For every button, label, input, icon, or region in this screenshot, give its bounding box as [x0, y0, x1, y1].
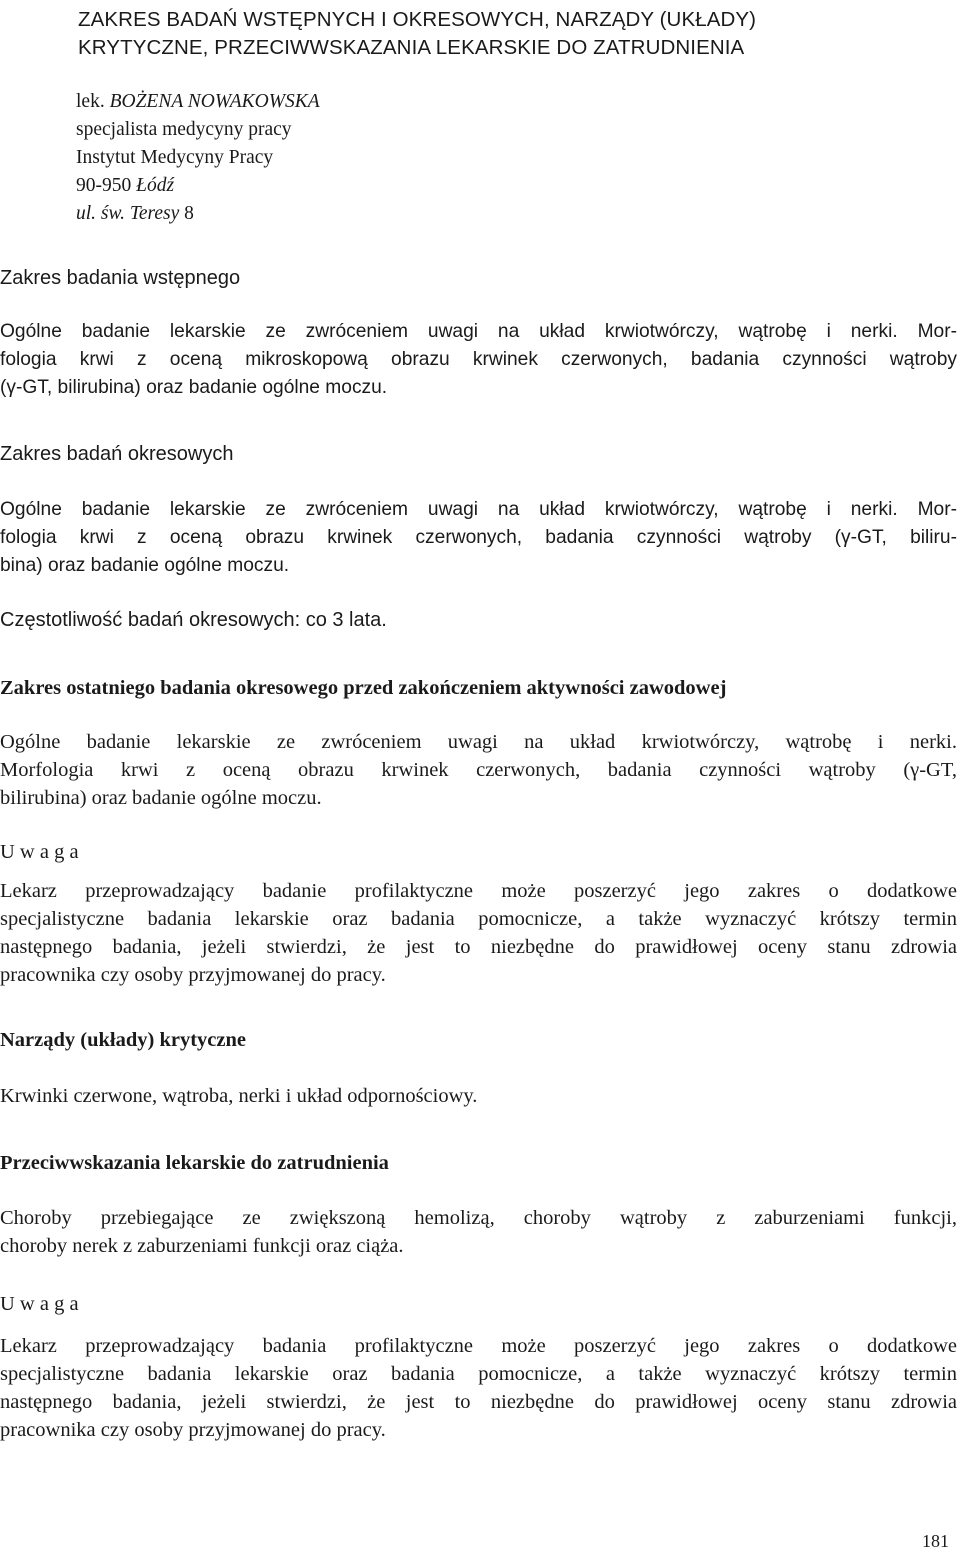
paragraph-line: Lekarz przeprowadzający badanie profilaktyczne może poszerzyć jego zakres o dodatkowe: [0, 880, 957, 902]
author-city: Łódź: [136, 175, 175, 196]
note-body: [0, 877, 957, 989]
section-heading-okresowe: Zakres badań okresowych: [0, 443, 234, 465]
title-line: ZAKRES BADAŃ WSTĘPNYCH I OKRESOWYCH, NARZĄDY (UKŁADY): [78, 8, 757, 31]
section-heading-wstepne: Zakres badania wstępnego: [0, 267, 241, 289]
author-prefix: lek.: [76, 91, 110, 112]
paragraph-line: bilirubina) oraz badanie ogólne moczu.: [0, 787, 322, 809]
note-label: U w a g a: [0, 1293, 79, 1315]
author-role: specjalista medycyny pracy: [76, 119, 292, 140]
paragraph-line: Choroby przebiegające ze zwiększoną hemolizą, choroby wątroby z zaburzeniami funkcji,: [0, 1207, 957, 1229]
note-label: U w a g a: [0, 841, 79, 863]
author-street-number: 8: [179, 203, 194, 224]
paragraph-line: specjalistyczne badania lekarskie oraz badania pomocnicze, a także wyznaczyć krótszy termin: [0, 1363, 957, 1385]
author-street: ul. św. Teresy: [76, 203, 180, 224]
author-block: [76, 88, 320, 228]
paragraph-line: następnego badania, jeżeli stwierdzi, że jest to niezbędne do prawidłowej oceny stanu zdrowia: [0, 936, 957, 958]
section-body-okresowe: [0, 496, 957, 580]
paragraph-line: Ogólne badanie lekarskie ze zwróceniem uwagi na układ krwiotwórczy, wątrobę i nerki. Mor-: [0, 499, 957, 520]
section-heading-ostatnie: Zakres ostatniego badania okresowego przed zakończeniem aktywności zawodowej: [0, 677, 727, 699]
paragraph-line: pracownika czy osoby przyjmowanej do pracy.: [0, 964, 386, 986]
author-name-line: [76, 88, 320, 116]
paragraph-line: następnego badania, jeżeli stwierdzi, że jest to niezbędne do prawidłowej oceny stanu zdrowia: [0, 1391, 957, 1413]
document-title: [78, 6, 958, 62]
author-street-line: [76, 200, 320, 228]
section-body-przeciwwskazania: [0, 1204, 957, 1260]
title-line: KRYTYCZNE, PRZECIWWSKAZANIA LEKARSKIE DO ZATRUDNIENIA: [78, 36, 745, 59]
paragraph-line: fologia krwi z oceną obrazu krwinek czerwonych, badania czynności wątroby (γ-GT, biliru-: [0, 527, 957, 548]
paragraph-line: pracownika czy osoby przyjmowanej do pracy.: [0, 1419, 386, 1441]
author-postal-code: 90-950: [76, 175, 137, 196]
author-name: BOŻENA NOWAKOWSKA: [109, 91, 320, 112]
section-heading-narzady: Narządy (układy) krytyczne: [0, 1029, 246, 1051]
note-body: [0, 1332, 957, 1444]
section-body-narzady: Krwinki czerwone, wątroba, nerki i układ odpornościowy.: [0, 1085, 478, 1107]
paragraph-line: specjalistyczne badania lekarskie oraz badania pomocnicze, a także wyznaczyć krótszy termin: [0, 908, 957, 930]
section-body-ostatnie: [0, 728, 957, 812]
paragraph-line: (γ-GT, bilirubina) oraz badanie ogólne moczu.: [0, 377, 388, 398]
section-heading-przeciwwskazania: Przeciwwskazania lekarskie do zatrudnienia: [0, 1152, 389, 1174]
paragraph-line: Ogólne badanie lekarskie ze zwróceniem uwagi na układ krwiotwórczy, wątrobę i nerki.: [0, 731, 957, 753]
author-postal-line: [76, 172, 320, 200]
paragraph-line: fologia krwi z oceną mikroskopową obrazu krwinek czerwonych, badania czynności wątroby: [0, 349, 957, 370]
author-institute: Instytut Medycyny Pracy: [76, 147, 274, 168]
page-number: 181: [922, 1531, 949, 1551]
paragraph-line: choroby nerek z zaburzeniami funkcji oraz ciąża.: [0, 1235, 404, 1257]
section-body-wstepne: [0, 318, 957, 402]
paragraph-line: Morfologia krwi z oceną obrazu krwinek czerwonych, badania czynności wątroby (γ-GT,: [0, 759, 957, 781]
paragraph-line: bina) oraz badanie ogólne moczu.: [0, 555, 290, 576]
paragraph-line: Ogólne badanie lekarskie ze zwróceniem uwagi na układ krwiotwórczy, wątrobę i nerki. Mor-: [0, 321, 957, 342]
frequency-note: Częstotliwość badań okresowych: co 3 lata.: [0, 609, 387, 631]
paragraph-line: Lekarz przeprowadzający badania profilaktyczne może poszerzyć jego zakres o dodatkowe: [0, 1335, 957, 1357]
